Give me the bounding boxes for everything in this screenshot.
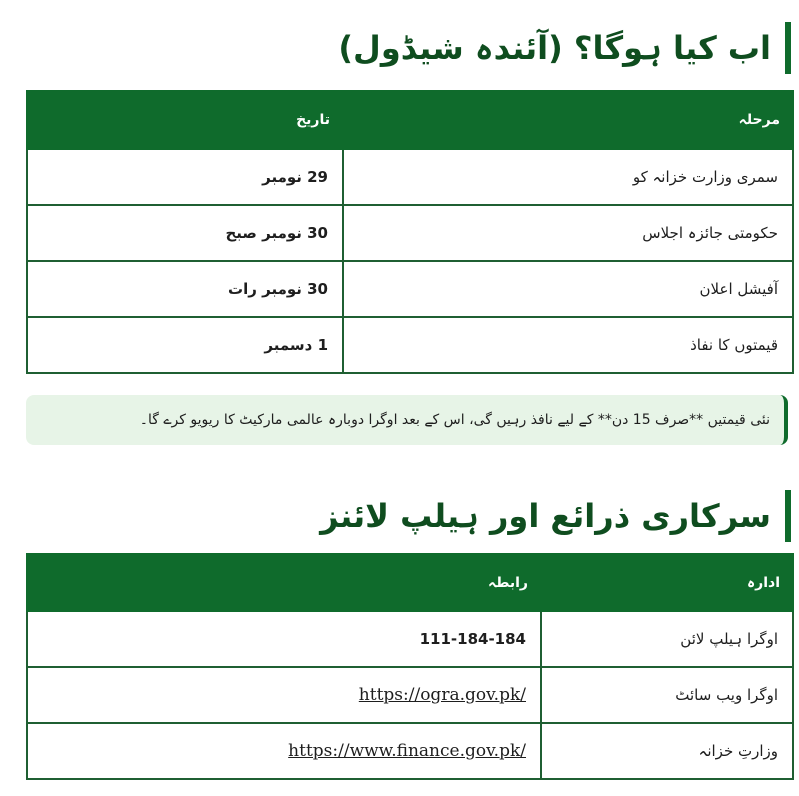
table-row — [27, 667, 793, 723]
org-cell: اوگرا ہیلپ لائن — [541, 611, 793, 667]
stage-cell: قیمتوں کا نفاذ — [343, 317, 793, 373]
contact-cell — [27, 723, 541, 779]
date-cell: 1 دسمبر — [27, 317, 343, 373]
header-date: تاریخ — [27, 91, 343, 149]
table-header-row — [27, 554, 793, 611]
date-cell: 30 نومبر صبح — [27, 205, 343, 261]
sources-heading — [320, 490, 791, 542]
validity-note — [26, 395, 788, 445]
stage-cell: آفیشل اعلان — [343, 261, 793, 317]
table-row — [27, 317, 793, 373]
schedule-title: اب کیا ہوگا؟ (آئندہ شیڈول) — [338, 29, 771, 67]
finance-website-link[interactable]: https://www.finance.gov.pk/ — [288, 741, 526, 761]
header-stage: مرحلہ — [343, 91, 793, 149]
header-contact: رابطہ — [27, 554, 541, 611]
ogra-website-link[interactable]: https://ogra.gov.pk/ — [358, 685, 526, 705]
table-row — [27, 611, 793, 667]
stage-cell: سمری وزارت خزانہ کو — [343, 149, 793, 205]
note-text: نئی قیمتیں **صرف 15 دن** کے لیے نافذ رہیں گی، اس کے بعد اوگرا دوبارہ عالمی مارکیٹ کا ریویو کرے گا۔ — [139, 412, 770, 428]
sources-table — [26, 553, 794, 780]
org-cell: وزارتِ خزانہ — [541, 723, 793, 779]
stage-cell: حکومتی جائزہ اجلاس — [343, 205, 793, 261]
table-row — [27, 205, 793, 261]
sources-title: سرکاری ذرائع اور ہیلپ لائنز — [320, 497, 771, 535]
table-header-row — [27, 91, 793, 149]
table-row — [27, 149, 793, 205]
helpline-number[interactable]: 111-184-184 — [27, 611, 541, 667]
table-row — [27, 723, 793, 779]
date-cell: 30 نومبر رات — [27, 261, 343, 317]
contact-cell — [27, 667, 541, 723]
header-org: ادارہ — [541, 554, 793, 611]
org-cell: اوگرا ویب سائٹ — [541, 667, 793, 723]
schedule-table — [26, 90, 794, 374]
heading-accent-bar — [785, 22, 791, 74]
heading-accent-bar — [785, 490, 791, 542]
schedule-heading — [338, 22, 791, 74]
table-row — [27, 261, 793, 317]
date-cell: 29 نومبر — [27, 149, 343, 205]
